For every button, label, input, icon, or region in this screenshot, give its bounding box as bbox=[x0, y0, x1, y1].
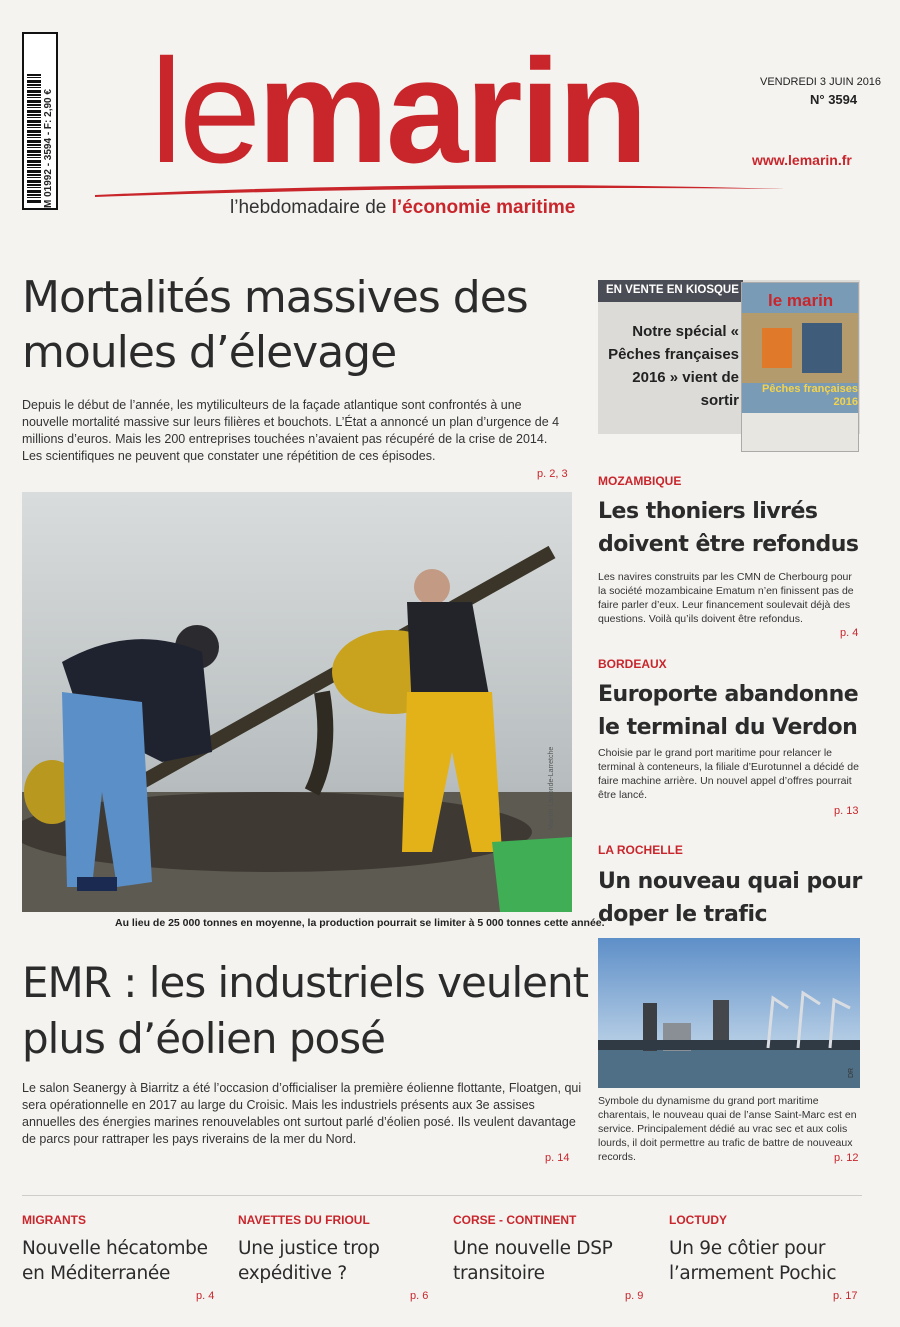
barcode bbox=[22, 32, 58, 210]
main-page-ref[interactable]: p. 2, 3 bbox=[537, 468, 568, 480]
page-ref-cotier[interactable]: p. 17 bbox=[833, 1290, 858, 1302]
emr-headline[interactable]: EMR : les industriels veulent plus d’éolien posé bbox=[22, 958, 589, 1063]
port-photo bbox=[598, 938, 860, 1088]
headline-nouveau-quai[interactable]: Un nouveau quai pour doper le trafic bbox=[598, 869, 862, 927]
bottom-separator bbox=[22, 1195, 862, 1196]
promo-text: Notre spécial « Pêches françaises 2016 » vient de sortir bbox=[608, 323, 739, 409]
masthead-logo[interactable] bbox=[150, 29, 646, 194]
page-ref-dsp[interactable]: p. 9 bbox=[625, 1290, 644, 1302]
port-photo-credit: DR bbox=[848, 1067, 855, 1078]
main-standfirst: Depuis le début de l’année, les mytiliculteurs de la façade atlantique sont confrontés à une nouvelle mortalité massive sur leurs filières et bouchots. L’État a annoncé un plan d’urgence de 4 millions d’euros. Mais les 200 entreprises touchées n’avaient pas récupéré de la crise de 2014. Les scientifiques ne peuvent que constater une répétition de ces épisodes. bbox=[22, 398, 560, 463]
mussel-farmers-photo bbox=[22, 492, 572, 912]
headline-dsp[interactable]: Une nouvelle DSP transitoire bbox=[453, 1238, 613, 1284]
kicker-migrants: MIGRANTS bbox=[22, 1213, 86, 1227]
kicker-mozambique: MOZAMBIQUE bbox=[598, 474, 682, 488]
emr-standfirst: Le salon Seanergy à Biarritz a été l’occasion d’officialiser la première éolienne flottante, Floatgen, qui sera opérationnelle en 2017 au large du Croisic. Mais les industriels présents aux 3e assises annuelles des énergies marines renouvelables ont surtout parlé d’éolien posé. Ils veulent davantage de parcs pour rattraper les pays riverains de la mer du Nord. bbox=[22, 1081, 582, 1146]
page-ref-hecatombe[interactable]: p. 4 bbox=[196, 1290, 215, 1302]
kicker-loctudy: LOCTUDY bbox=[669, 1213, 727, 1227]
tagline bbox=[230, 197, 575, 219]
issue-date: VENDREDI 3 JUIN 2016 bbox=[760, 76, 882, 88]
headline-cotier[interactable]: Un 9e côtier pour l’armement Pochic bbox=[669, 1238, 837, 1284]
tagline-bold: l’économie maritime bbox=[391, 197, 576, 218]
text-thoniers: Les navires construits par les CMN de Cherbourg pour la société mozambicaine Ematum n’en finissent pas de faire parler d’eux. Leur financement soulevait déjà des questions. Voilà qu’ils doivent être refondus. bbox=[598, 571, 854, 625]
tagline-prefix: l’hebdomadaire de bbox=[230, 197, 387, 218]
headline-hecatombe[interactable]: Nouvelle hécatombe en Méditerranée bbox=[22, 1238, 208, 1284]
photo-caption: Au lieu de 25 000 tonnes en moyenne, la production pourrait se limiter à 5 000 tonnes cette année. bbox=[115, 917, 605, 929]
page-ref-justice[interactable]: p. 6 bbox=[410, 1290, 429, 1302]
barcode-text: M 01992 - 3594 - F: 2,90 € bbox=[43, 89, 54, 208]
logo-marin: marin bbox=[257, 29, 646, 194]
kicker-navettes-frioul: NAVETTES DU FRIOUL bbox=[238, 1213, 370, 1227]
issue-number: N° 3594 bbox=[810, 92, 858, 107]
emr-page-ref[interactable]: p. 14 bbox=[545, 1152, 570, 1164]
headline-justice[interactable]: Une justice trop expéditive ? bbox=[238, 1238, 380, 1284]
page-ref-nouveau-quai[interactable]: p. 12 bbox=[834, 1152, 859, 1164]
kicker-bordeaux: BORDEAUX bbox=[598, 657, 667, 671]
promo-label: EN VENTE EN KIOSQUE bbox=[598, 280, 743, 302]
photo-credit: Marion Larronde-Larretche bbox=[548, 746, 555, 830]
main-headline[interactable]: Mortalités massives des moules d’élevage bbox=[22, 272, 528, 378]
text-nouveau-quai: Symbole du dynamisme du grand port maritime charentais, le nouveau quai de l’anse Saint-Marc est en service. Principalement dédié au vrac sec et aux colis lourds, il doit permettre au trafic de battre de nouveaux records. bbox=[598, 1095, 857, 1163]
headline-thoniers[interactable]: Les thoniers livrés doivent être refondus bbox=[598, 499, 859, 557]
kicker-la-rochelle: LA ROCHELLE bbox=[598, 843, 683, 857]
cover-title: Pêches françaises 2016 bbox=[761, 383, 858, 408]
cover-logo: le marin bbox=[768, 291, 834, 310]
special-issue-cover[interactable] bbox=[741, 282, 859, 452]
text-europorte: Choisie par le grand port maritime pour relancer le terminal à conteneurs, la filiale d’Eurotunnel a décidé de faire machine arrière. Un nouvel appel d’offres pourrait être lancé. bbox=[598, 747, 859, 801]
kicker-corse-continent: CORSE - CONTINENT bbox=[453, 1213, 577, 1227]
barcode-bars bbox=[27, 74, 41, 204]
website-link[interactable]: www.lemarin.fr bbox=[752, 152, 852, 168]
logo-le: le bbox=[150, 29, 258, 194]
headline-europorte[interactable]: Europorte abandonne le terminal du Verdon bbox=[598, 682, 859, 740]
page-ref-thoniers[interactable]: p. 4 bbox=[840, 627, 859, 639]
page-ref-europorte[interactable]: p. 13 bbox=[834, 805, 859, 817]
